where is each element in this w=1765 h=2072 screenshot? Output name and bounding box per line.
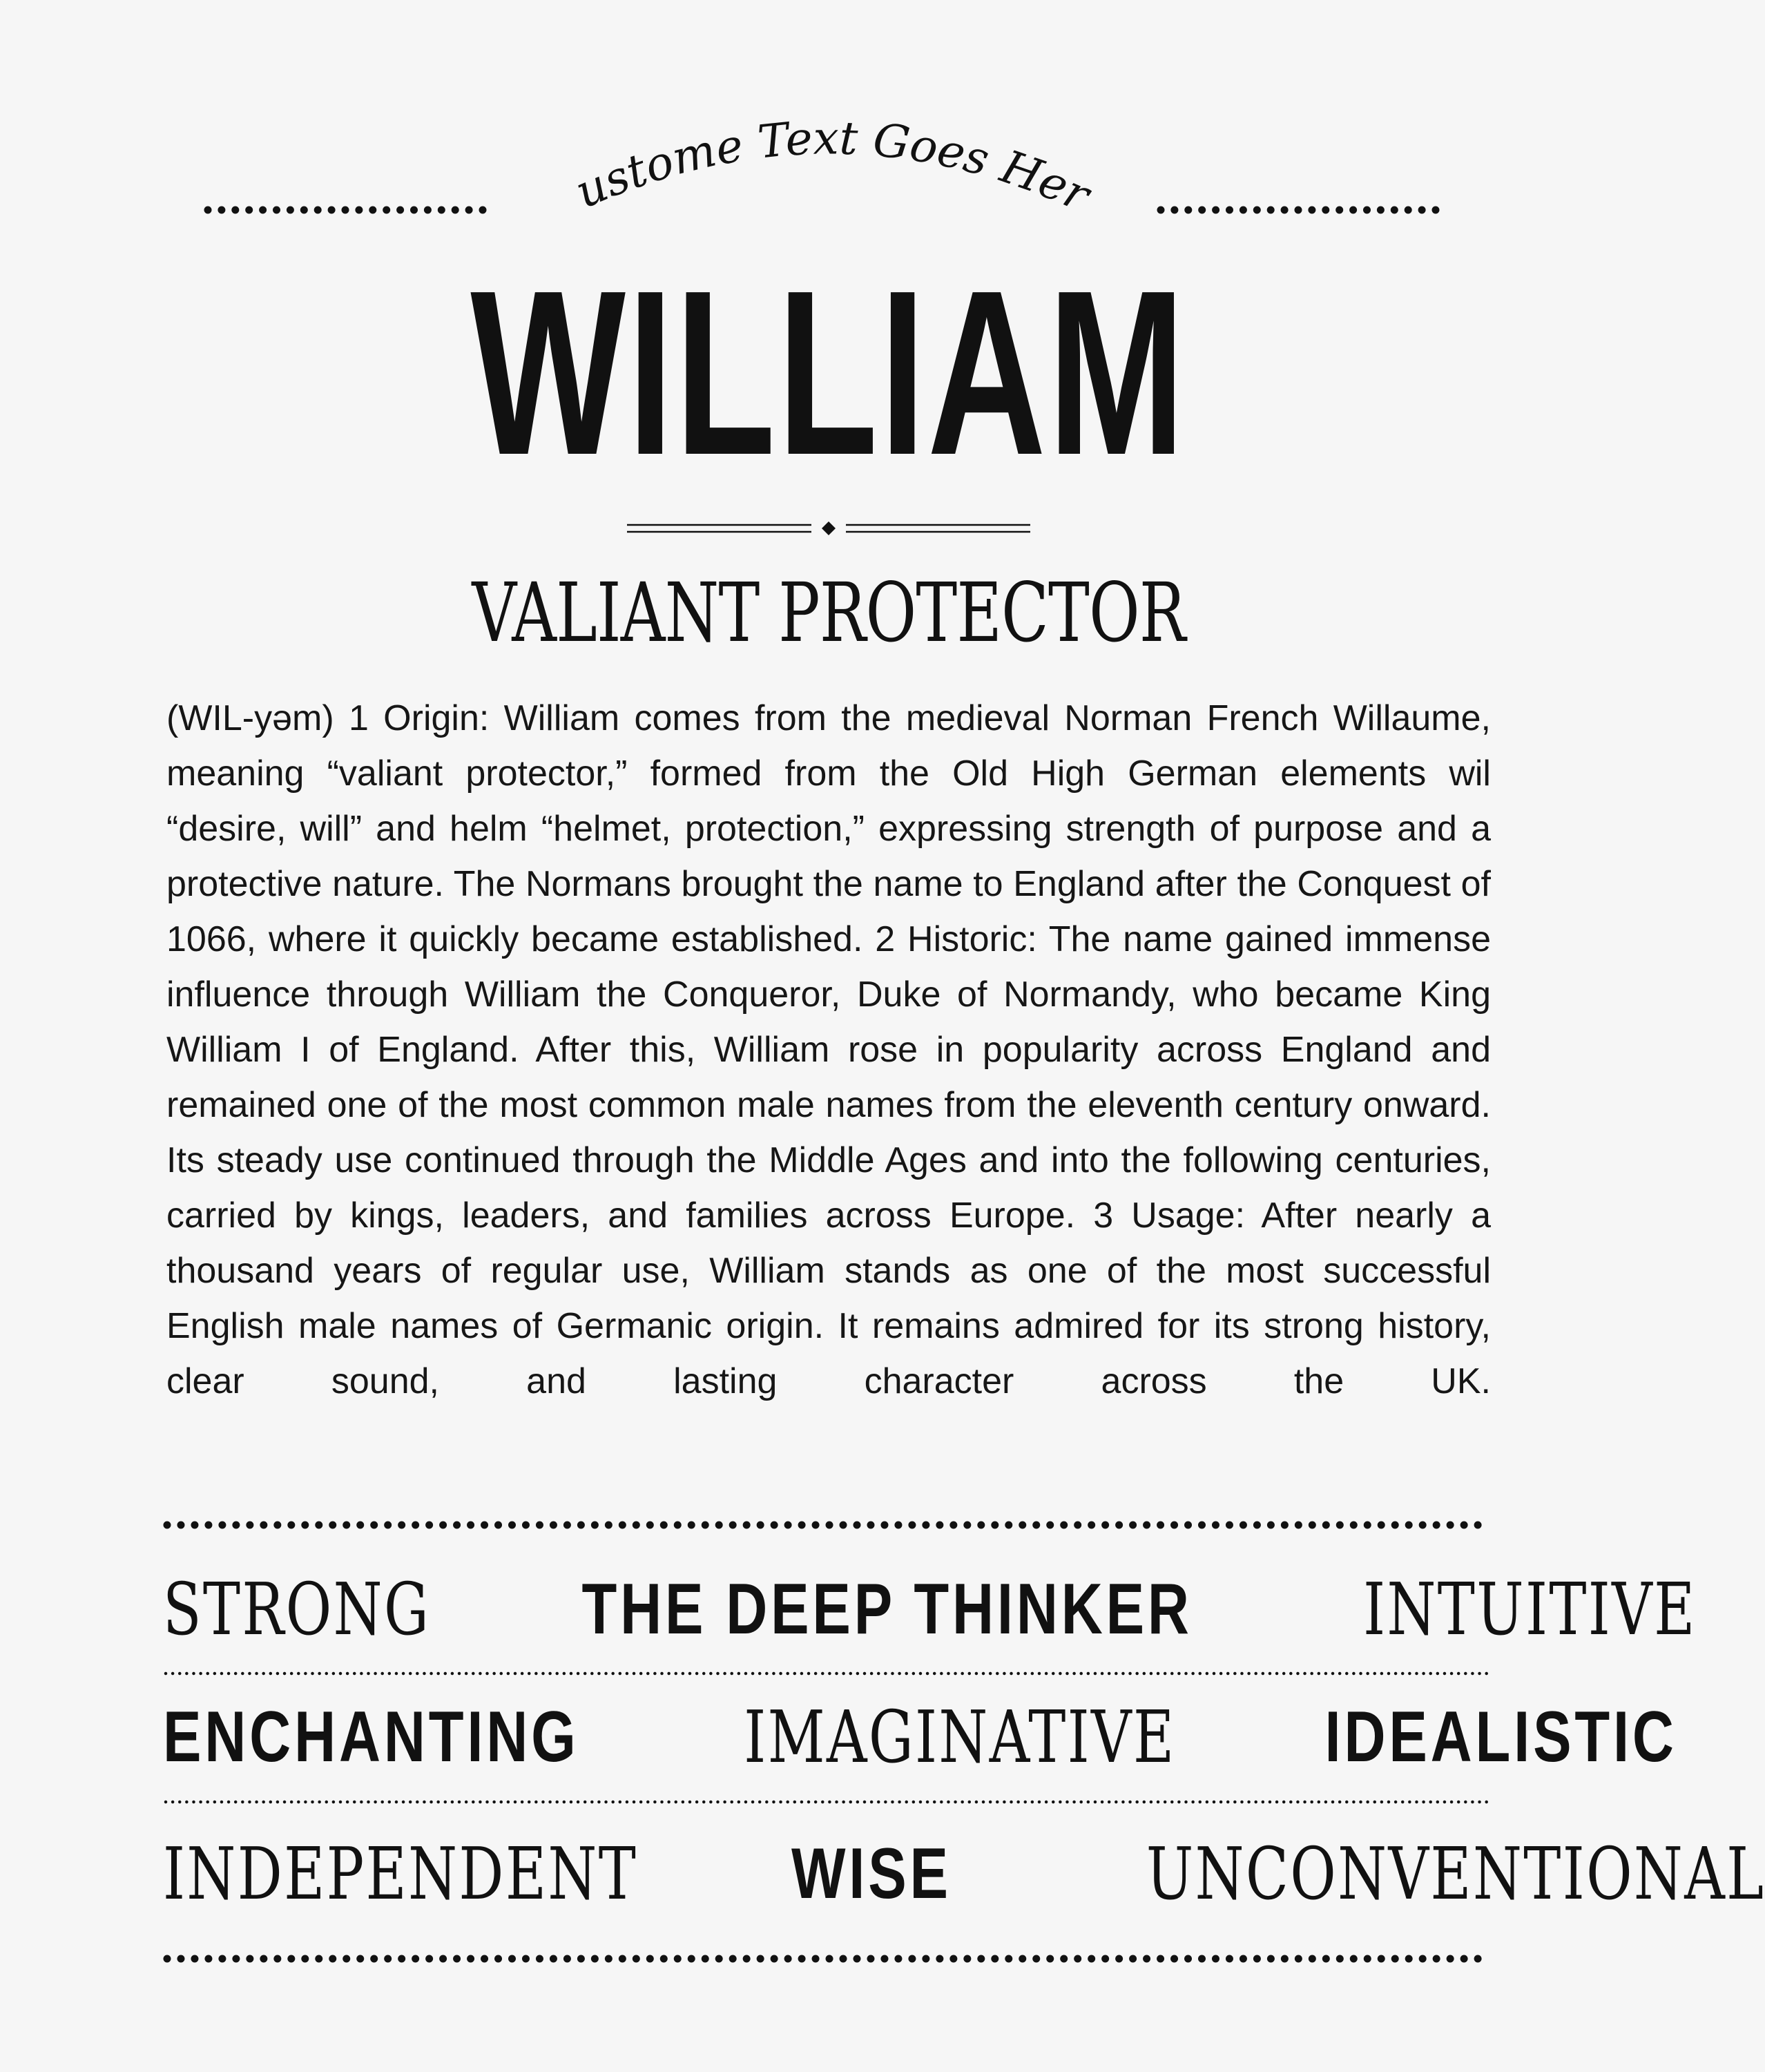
trait-independent: INDEPENDENT bbox=[163, 1832, 638, 1916]
custom-text: Custome Text Goes Here bbox=[465, 41, 1098, 222]
trait-unconventional: UNCONVENTIONAL bbox=[1146, 1832, 1765, 1916]
trait-imaginative: IMAGINATIVE bbox=[744, 1695, 1176, 1779]
trait-enchanting: ENCHANTING bbox=[163, 1697, 579, 1777]
ornament-divider bbox=[621, 517, 1036, 540]
name-meaning: VALIANT PROTECTOR bbox=[472, 565, 1186, 660]
dotted-divider-top bbox=[163, 1517, 1496, 1533]
dotted-divider-bottom bbox=[163, 1950, 1496, 1967]
trait-wise: WISE bbox=[791, 1834, 952, 1914]
dotted-divider-thin-2 bbox=[163, 1798, 1496, 1805]
custom-text-arch bbox=[465, 41, 1174, 249]
dotted-divider-right bbox=[1157, 202, 1440, 218]
trait-the-deep-thinker: THE DEEP THINKER bbox=[581, 1569, 1193, 1649]
dotted-divider-left bbox=[204, 202, 488, 218]
dotted-divider-thin-1 bbox=[163, 1670, 1496, 1677]
name-description: (WIL-yəm) 1 Origin: William comes from the medieval Norman French Willaume, meaning “valiant protector,” formed from the Old High German elements wil “desire, will” and helm “helmet, protection,” expressing strength of purpose and a protective nature. The Normans brought the name to England after the Conquest of 1066, where it quickly became established. 2 Historic: The name gained immense influence through William the Conqueror, Duke of Normandy, who became King William I of England. After this, William rose in popularity across England and remained one of the most common male names from the eleventh century onward. Its steady use continued through the Middle Ages and into the following centuries, carried by kings, leaders, and families across Europe. 3 Usage: After nearly a thousand years of regular use, William stands as one of the most successful English male names of Germanic origin. It remains admired for its strong history, clear sound, and lasting character across the UK. bbox=[166, 698, 1491, 1401]
trait-intuitive: INTUITIVE bbox=[1362, 1567, 1697, 1651]
trait-row-1 bbox=[163, 1564, 1697, 1654]
trait-idealistic: IDEALISTIC bbox=[1324, 1697, 1677, 1777]
trait-row-2 bbox=[163, 1692, 1677, 1782]
name-title: WILLIAM bbox=[470, 242, 1187, 504]
trait-strong: STRONG bbox=[163, 1567, 431, 1651]
trait-row-3 bbox=[163, 1829, 1765, 1919]
diamond-icon bbox=[822, 521, 836, 535]
